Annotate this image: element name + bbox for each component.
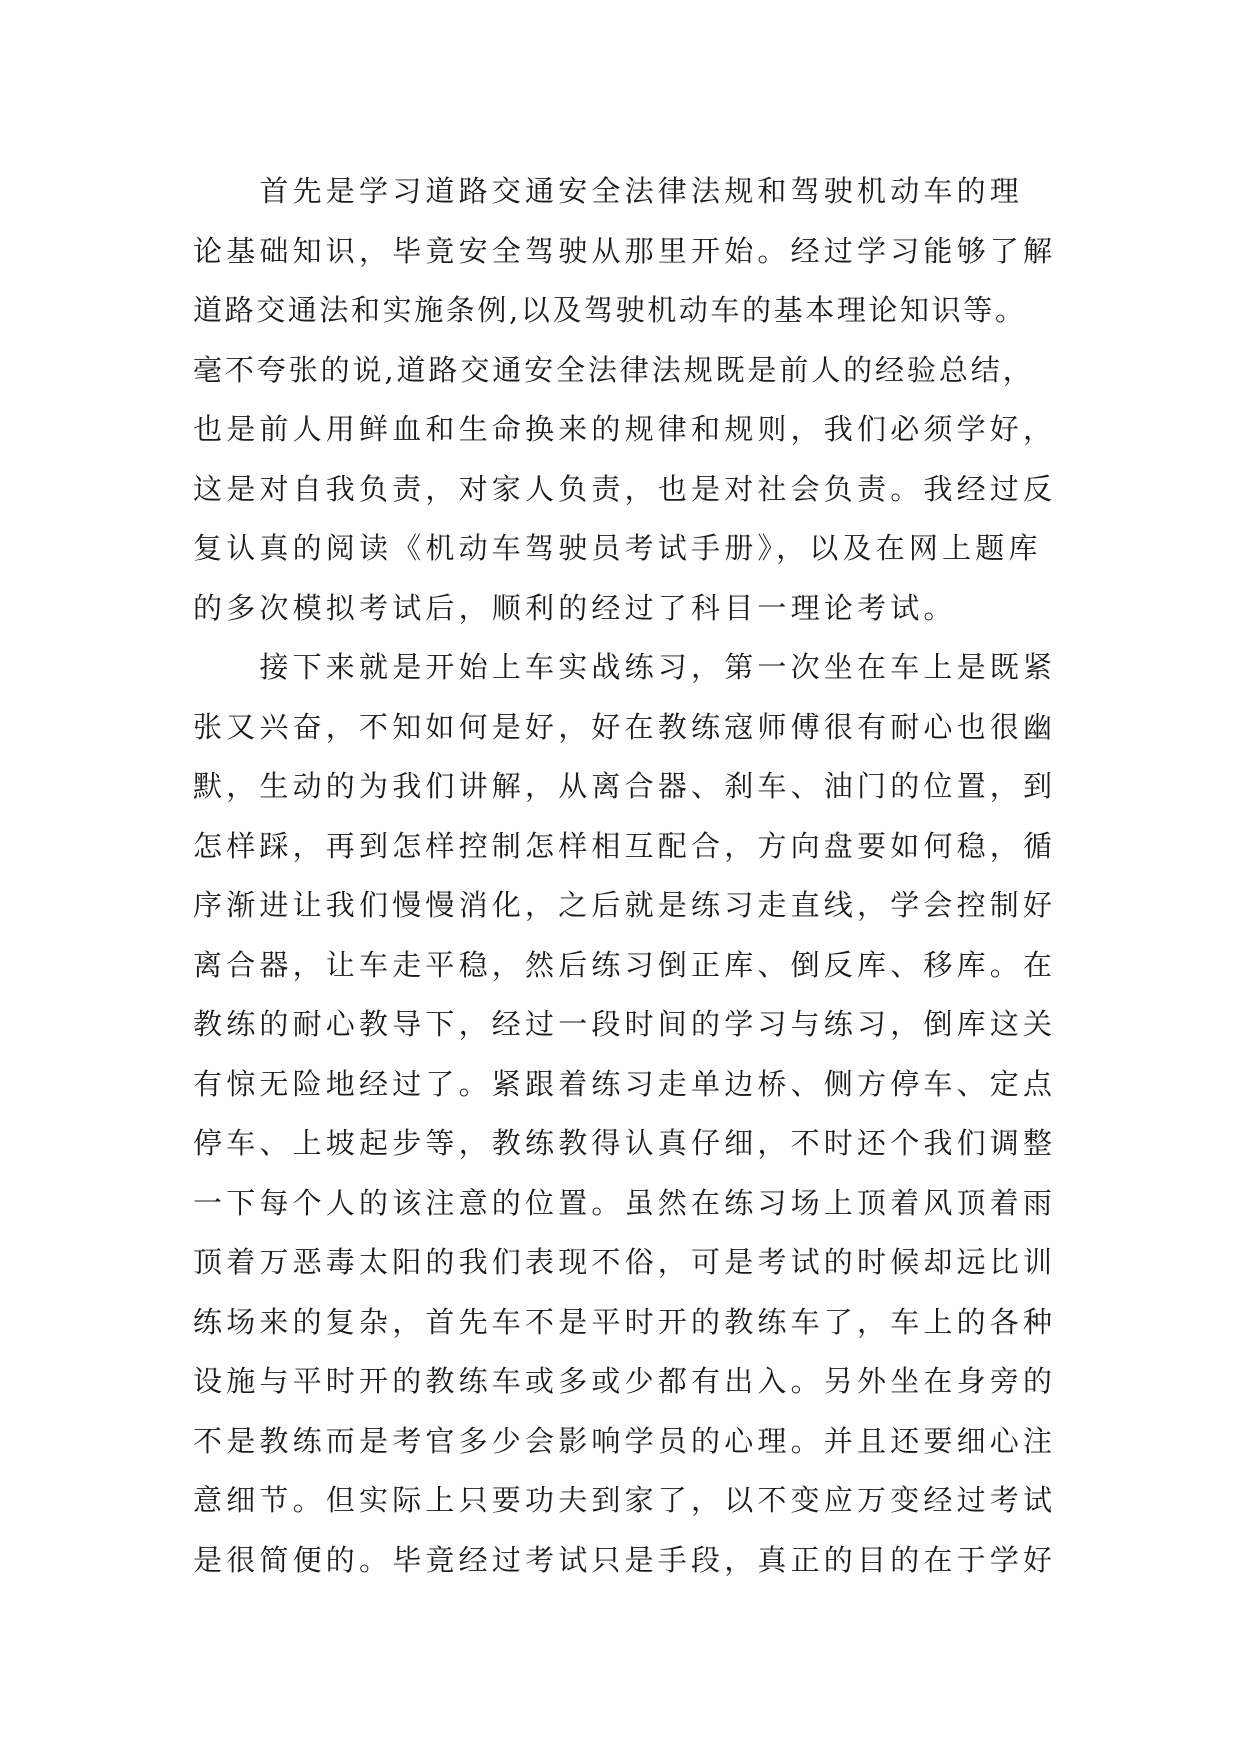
- text-line: 也是前人用鲜血和生命换来的规律和规则，我们必须学好，: [193, 412, 1057, 446]
- document-body: [193, 162, 1073, 1590]
- text-line: 有惊无险地经过了。紧跟着练习走单边桥、侧方停车、定点: [193, 1066, 1057, 1101]
- text-line: 首先是学习道路交通安全法律法规和驾驶机动车的理: [193, 174, 1024, 208]
- text-line: 顶着万恶毒太阳的我们表现不俗，可是考试的时候却远比训: [193, 1245, 1057, 1279]
- text-line: 是很简便的。毕竟经过考试只是手段，真正的目的在于学好: [193, 1542, 1057, 1577]
- text-line: 教练的耐心教导下，经过一段时间的学习与练习，倒库这关: [193, 1007, 1057, 1041]
- text-line: 离合器，让车走平稳，然后练习倒正库、倒反库、移库。在: [193, 947, 1057, 982]
- text-line: 论基础知识，毕竟安全驾驶从那里开始。经过学习能够了解: [193, 233, 1057, 268]
- text-line: 的多次模拟考试后，顺利的经过了科目一理论考试。: [193, 590, 957, 625]
- text-line: 这是对自我负责，对家人负责，也是对社会负责。我经过反: [193, 471, 1057, 506]
- paragraph-2: [193, 638, 1073, 1590]
- text-line: 不是教练而是考官多少会影响学员的心理。并且还要细心注: [193, 1423, 1057, 1458]
- text-line: 怎样踩，再到怎样控制怎样相互配合，方向盘要如何稳，循: [193, 828, 1057, 863]
- text-line: 道路交通法和实施条例,以及驾驶机动车的基本理论知识等。: [193, 293, 1027, 327]
- text-line: 一下每个人的该注意的位置。虽然在练习场上顶着风顶着雨: [193, 1185, 1057, 1220]
- text-line: 停车、上坡起步等，教练教得认真仔细，不时还个我们调整: [193, 1126, 1057, 1160]
- text-line: 设施与平时开的教练车或多或少都有出入。另外坐在身旁的: [193, 1364, 1057, 1398]
- text-line: 序渐进让我们慢慢消化，之后就是练习走直线，学会控制好: [193, 888, 1057, 922]
- text-line: 复认真的阅读《机动车驾驶员考试手册》，以及在网上题库: [193, 531, 1042, 565]
- text-line: 默，生动的为我们讲解，从离合器、刹车、油门的位置，到: [193, 769, 1057, 803]
- text-line: 接下来就是开始上车实战练习，第一次坐在车上是既紧: [193, 650, 1057, 684]
- paragraph-1: [193, 162, 1073, 638]
- text-line: 毫不夸张的说,道路交通安全法律法规既是前人的经验总结，: [193, 352, 1035, 387]
- text-line: 意细节。但实际上只要功夫到家了，以不变应万变经过考试: [193, 1483, 1057, 1517]
- text-line: 张又兴奋，不知如何是好，好在教练寇师傅很有耐心也很幽: [193, 709, 1057, 744]
- text-line: 练场来的复杂，首先车不是平时开的教练车了，车上的各种: [193, 1304, 1057, 1339]
